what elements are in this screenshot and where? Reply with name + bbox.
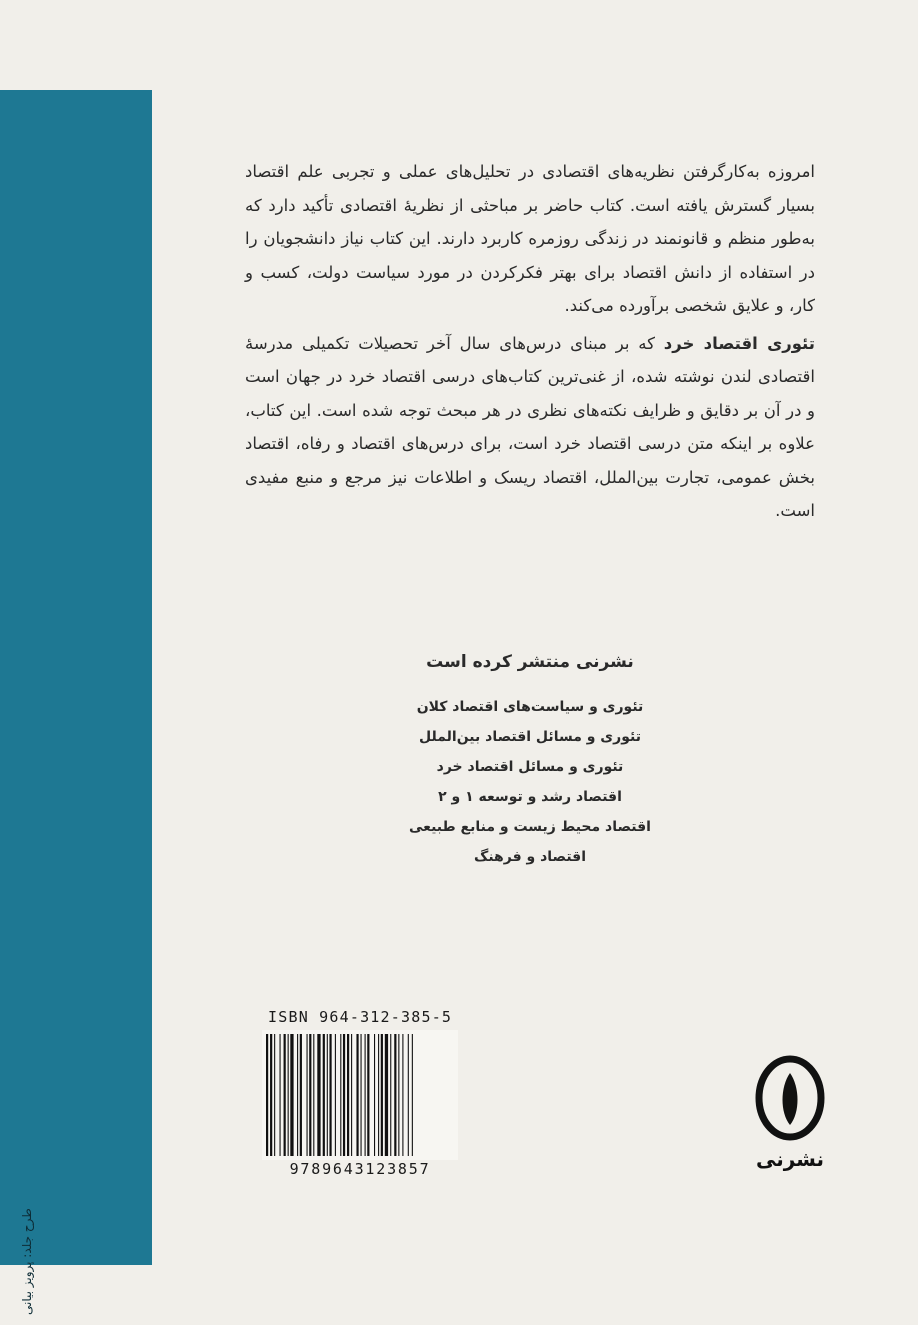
published-book-item: اقتصاد محیط زیست و منابع طبیعی — [409, 819, 651, 835]
published-book-item: اقتصاد و فرهنگ — [474, 849, 586, 865]
published-books-list — [245, 692, 815, 872]
barcode — [262, 1030, 458, 1160]
description-paragraph-1: امروزه به‌کارگرفتن نظریه‌های اقتصادی در تحلیل‌های عملی و تجربی علم اقتصاد بسیار گسترش یافته است. کتاب حاضر بر مباحثی از نظریهٔ اقتصادی تأکید دارد که به‌طور منظم و قانونمند در زندگی روزمره کاربرد دارند. این کتاب نیاز دانشجویان را در استفاده از دانش اقتصاد برای بهتر فکرکردن در مورد سیاست دولت، کسب و کار، و علایق شخصی برآورده می‌کند. — [245, 162, 815, 315]
book-description — [245, 155, 815, 532]
published-books-heading: نشرنی منتشر کرده است — [426, 652, 634, 672]
description-paragraph-2 — [245, 327, 815, 528]
spine-color-band — [0, 90, 152, 1315]
published-book-item: تئوری و مسائل اقتصاد خرد — [436, 759, 624, 775]
published-book-item: تئوری و مسائل اقتصاد بین‌الملل — [419, 729, 641, 745]
publisher-name: نشرنی — [755, 1147, 825, 1171]
nashr-ney-logo-icon — [755, 1055, 825, 1141]
publisher-logo — [750, 1055, 830, 1185]
barcode-digits: 9789643123857 — [289, 1160, 431, 1178]
isbn-label: ISBN 964-312-385-5 — [268, 1008, 453, 1026]
description-paragraph-2-body: که بر مبنای درس‌های سال آخر تحصیلات تکمیلی مدرسهٔ اقتصادی لندن نوشته شده، از غنی‌ترین کتاب‌های درسی اقتصاد خرد در جهان است و در آن بر دقایق و ظرایف نکته‌های نظری در هر مبحث توجه شده است. این کتاب، علاوه بر اینکه متن درسی اقتصاد خرد است، برای درس‌های اقتصاد و رفاه، اقتصاد بخش عمومی، تجارت بین‌الملل، اقتصاد ریسک و اطلاعات نیز مرجع و منبع مفیدی است. — [245, 333, 815, 520]
published-book-item: تئوری و سیاست‌های اقتصاد کلان — [416, 699, 644, 715]
published-book-item: اقتصاد رشد و توسعه ۱ و ۲ — [438, 789, 622, 805]
book-title-inline: تئوری اقتصاد خرد — [663, 333, 815, 353]
barcode-bars — [262, 1030, 458, 1160]
cover-design-credit: طرح جلد: پرویز بیانی — [20, 1208, 34, 1315]
published-books-section — [245, 650, 815, 872]
